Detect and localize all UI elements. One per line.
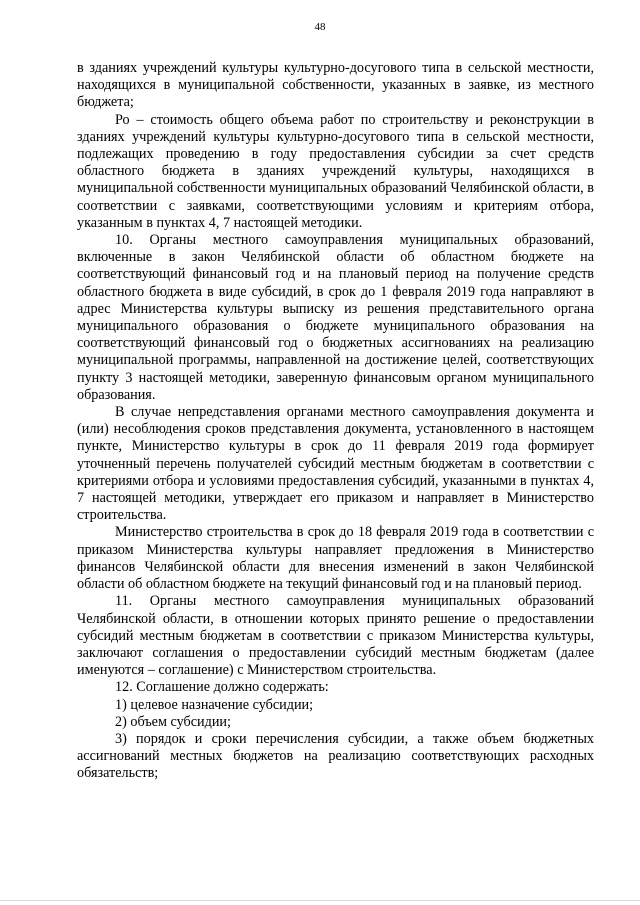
list-item-1: 1) целевое назначение субсидии; [115, 696, 314, 713]
page-number: 48 [314, 21, 326, 33]
list-item-3: 3) порядок и сроки перечисления субсидии, а также объем бюджетных ассигнований местных бюджетов на реализацию соответствующих расходных обязательств; [77, 730, 594, 782]
paragraph-ministry-construction: Министерство строительства в срок до 18 февраля 2019 года в соответствии с приказом Министерства культуры направляет предложения в Министерство финансов Челябинской области для внесения изменений в закон Челябинской области об областном бюджете на текущий финансовый год и на плановый период. [77, 524, 594, 593]
paragraph-non-submission: В случае непредставления органами местного самоуправления документа и (или) несоблюдения сроков представления документа, установленного в настоящем пункте, Министерство культуры в срок до 11 февраля 2019 года формирует уточненный перечень получателей субсидий местным бюджетам в соответствии с критериями отбора и условиями предоставления субсидий, указанными в пунктах 4, 7 настоящей методики, утверждает его приказом и направляет в Министерство строительства. [77, 404, 594, 524]
body-text [77, 60, 594, 783]
paragraph-item-10: 10. Органы местного самоуправления муниципальных образований, включенные в закон Челябинской области об областном бюджете на соответствующий финансовый год и на плановый период на получение средств областного бюджета в виде субсидий, в срок до 1 февраля 2019 года направляют в адрес Министерства культуры выписку из решения представительного органа муниципального образования о бюджете муниципального образования на соответствующий финансовый год о бюджетных ассигнованиях на реализацию муниципальной программы, направленной на достижение целей, соответствующих пункту 3 настоящей методики, заверенную финансовым органом муниципального образования. [77, 232, 594, 403]
paragraph-item-11: 11. Органы местного самоуправления муниципальных образований Челябинской области, в отношении которых принято решение о предоставлении субсидий местным бюджетам в соответствии с приказом Министерства культуры, заключают соглашения о предоставлении субсидий местным бюджетам (далее именуются – соглашение) с Министерством строительства. [77, 593, 594, 679]
page-bottom-edge [0, 900, 640, 901]
list-item-2: 2) объем субсидии; [115, 713, 231, 730]
paragraph-item-12: 12. Соглашение должно содержать: [115, 679, 329, 696]
paragraph-ro-definition: Ро – стоимость общего объема работ по строительству и реконструкции в зданиях учреждений культуры культурно-досугового типа в сельской местности, подлежащих проведению в году предоставления субсидии за счет средств областного бюджета в зданиях учреждений культуры, находящихся в муниципальной собственности муниципальных образований Челябинской области, в соответствии с заявками, соответствующими условиям и критериям отбора, указанным в пунктах 4, 7 настоящей методики. [77, 111, 594, 231]
paragraph-continuation: в зданиях учреждений культуры культурно-досугового типа в сельской местности, находящихся в муниципальной собственности, указанных в заявке, из местного бюджета; [77, 60, 594, 111]
